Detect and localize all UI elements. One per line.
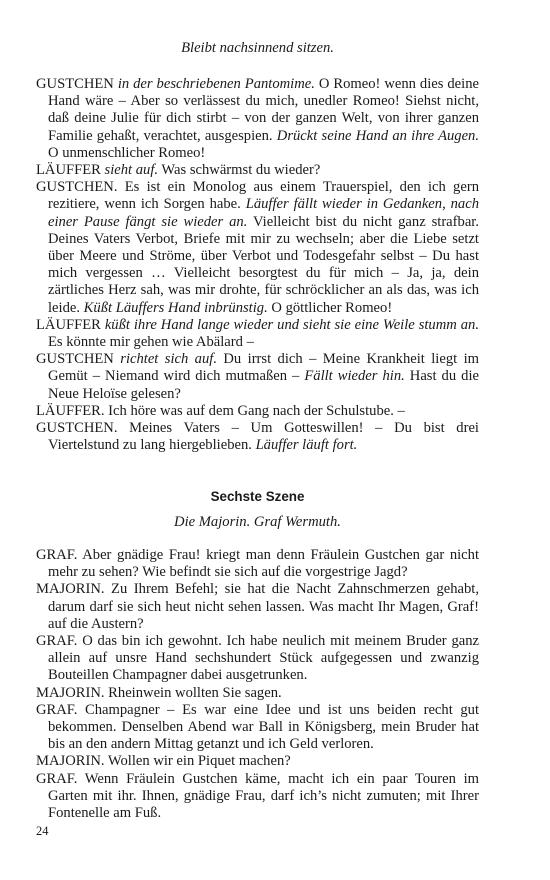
spoken-text: Ich höre was auf dem Gang nach der Schulstube. – (104, 402, 405, 419)
speaker-name: LÄUFFER (36, 316, 101, 333)
spoken-text: Vielleicht bist du nicht ganz strafbar. Deines Vaters Verbot, Briefe mit mir zu wechseln; aber die Liebe setzt über Meere und Ströme, über Verbot und Todesgefahr selbst – Du hast mich vergessen … Vielleicht besorgtest du für mich – Ja, ja, dein zärtliches Herz sah, was mir drohte, für schröcklicher an als das, was ich leide. (48, 213, 480, 316)
stage-direction-text: Küßt Läuffers Hand inbrünstig. (83, 299, 268, 316)
speaker-name: MAJORIN. (36, 684, 105, 701)
stage-direction: Bleibt nachsinnend sitzen. (181, 40, 334, 56)
stage-direction-text: küßt ihre Hand lange wieder und sieht sie eine Weile stumm an. (104, 316, 479, 333)
dialogue-line (36, 633, 479, 685)
stage-direction-text: in der beschriebenen Pantomime. (117, 76, 315, 92)
dialogue-line (36, 702, 479, 754)
speaker-name: GUSTCHEN. (36, 179, 118, 196)
spoken-text: Wollen wir ein Piquet machen? (104, 753, 291, 770)
speaker-name: GRAF. (36, 633, 78, 650)
spoken-text: Champagner – Es war eine Idee und ist uns beiden recht gut bekommen. Denselben Abend war Ball in Königsberg, mein Bruder hat bis an den andern Mittag getanzt und ich Geld verloren. (48, 701, 479, 753)
spoken-text: Hast du die Neue Heloïse gelesen? (48, 368, 479, 402)
dialogue-line (36, 420, 479, 454)
spoken-text: O das bin ich gewohnt. Ich habe neulich mit meinem Bruder ganz allein auf unsre Hand sechshundert Stück aufgegessen und zwanzig Bouteillen Champagner dabei ausgetrunken. (48, 633, 479, 684)
stage-direction-text: sieht auf. (104, 162, 159, 179)
scene-cast: Die Majorin. Graf Wermuth. (174, 514, 341, 530)
spoken-text: O unmenschlicher Romeo! (48, 144, 206, 161)
dialogue-line (36, 771, 479, 823)
speaker-name: GUSTCHEN. (36, 420, 118, 437)
stage-direction-text: Läuffer fällt wieder in Gedanken, nach einer Pause fängt sie wieder an. (48, 196, 480, 230)
dialogue-block-1 (36, 76, 479, 454)
dialogue-line (36, 162, 479, 179)
dialogue-line (36, 179, 479, 317)
spoken-text: Wenn Fräulein Gustchen käme, macht ich ein paar Touren im Garten mit ihr. Ihnen, gnädige Frau, darf ich’s nicht zumuten; mit Ihrer Fontenelle am Fuß. (48, 770, 479, 822)
dialogue-line (36, 351, 479, 403)
dialogue-line (36, 581, 479, 633)
dialogue-line (36, 317, 479, 351)
dialogue-line (36, 685, 479, 702)
speaker-name: MAJORIN. (36, 753, 105, 770)
spoken-text: Du irrst dich – Meine Krankheit liegt im Gemüt – Niemand wird dich mutmaßen – (48, 351, 479, 385)
spoken-text: O Romeo! wenn dies deine Hand wäre – Aber so verlässest du mich, unedler Romeo! Siehst nicht, daß deine Julie für dich stirbt – von der ganzen Welt, von ihrer ganzen Familie gehaßt, verachtet, ausgespien. (48, 76, 479, 144)
spoken-text: Meines Vaters – Um Gotteswillen! – Du bist drei Viertelstund zu lang hiergeblieben. (48, 420, 479, 454)
dialogue-block-2 (36, 547, 479, 822)
speaker-name: GRAF. (36, 701, 78, 718)
dialogue-line (36, 547, 479, 581)
stage-direction-text: Fällt wieder hin. (304, 368, 405, 385)
speaker-name: GUSTCHEN (36, 351, 114, 368)
spoken-text: O göttlicher Romeo! (267, 299, 393, 316)
dialogue-line (36, 753, 479, 770)
speaker-name: GUSTCHEN (36, 76, 114, 92)
page-number: 24 (36, 824, 49, 838)
spoken-text: Es ist ein Monolog aus einem Trauerspiel, den ich gern rezitiere, wenn ich Sorgen habe. (48, 179, 479, 213)
stage-direction-text: Drückt seine Hand an ihre Augen. (276, 127, 479, 144)
spoken-text: Rheinwein wollten Sie sagen. (104, 684, 282, 701)
speaker-name: LÄUFFER (36, 162, 101, 179)
spoken-text: Zu Ihrem Befehl; sie hat die Nacht Zahnschmerzen gehabt, darum darf sie sich heut nicht sehen lassen. Was macht Ihr Magen, Graf! auf die Austern? (48, 581, 479, 632)
scene-title: Sechste Szene (210, 489, 305, 504)
speaker-name: MAJORIN. (36, 581, 105, 598)
spoken-text: Was schwärmst du wieder? (158, 162, 321, 179)
stage-direction-text: Läuffer läuft fort. (255, 437, 358, 454)
speaker-name: LÄUFFER. (36, 402, 105, 419)
spoken-text: Es könnte mir gehen wie Abälard – (48, 334, 254, 351)
dialogue-line (36, 403, 479, 420)
speaker-name: GRAF. (36, 770, 78, 787)
speaker-name: GRAF. (36, 547, 78, 563)
stage-direction-text: richtet sich auf. (120, 351, 217, 368)
dialogue-line (36, 76, 479, 162)
spoken-text: Aber gnädige Frau! kriegt man denn Fräulein Gustchen gar nicht mehr zu sehen? Wie befindt sie sich auf die vorgestrige Jagd? (48, 547, 479, 581)
